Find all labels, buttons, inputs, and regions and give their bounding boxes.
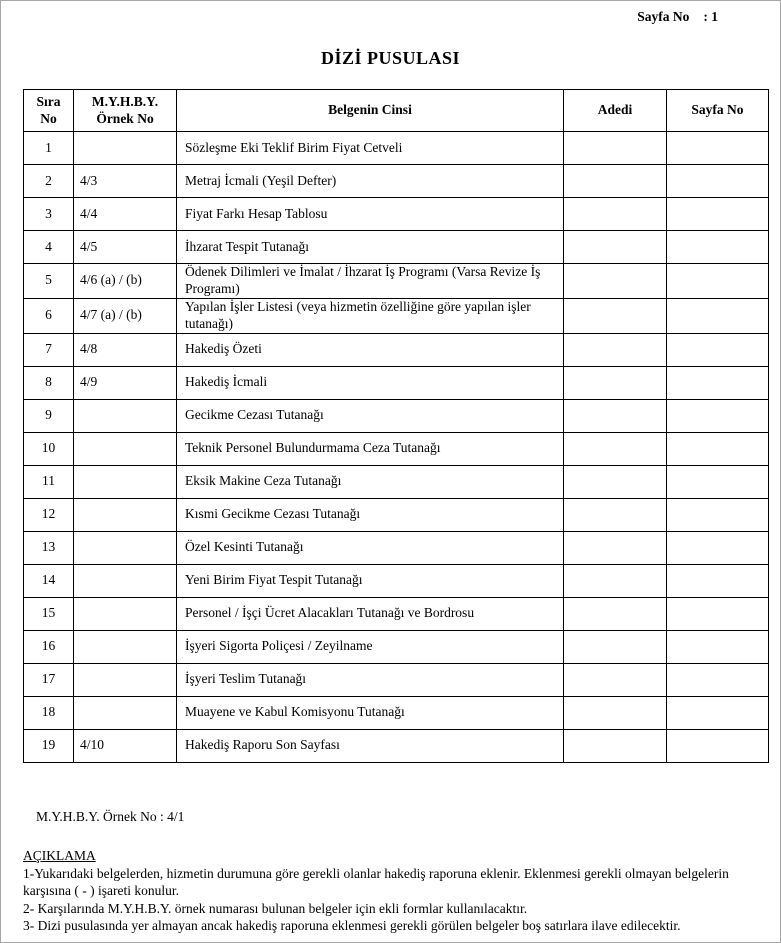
cell-ornek-no — [74, 399, 177, 432]
table-header-row — [24, 90, 769, 132]
cell-sira-no: 5 — [24, 264, 74, 299]
cell-sira-no: 8 — [24, 366, 74, 399]
header-belgenin-cinsi: Belgenin Cinsi — [177, 90, 564, 132]
cell-sira-no: 12 — [24, 498, 74, 531]
cell-belgenin-cinsi: İşyeri Teslim Tutanağı — [177, 663, 564, 696]
cell-ornek-no: 4/6 (a) / (b) — [74, 264, 177, 299]
cell-belgenin-cinsi: Özel Kesinti Tutanağı — [177, 531, 564, 564]
cell-sayfa-no — [667, 564, 769, 597]
cell-adedi — [564, 564, 667, 597]
cell-ornek-no: 4/7 (a) / (b) — [74, 298, 177, 333]
cell-ornek-no — [74, 531, 177, 564]
cell-sira-no: 4 — [24, 231, 74, 264]
header-sayfa-no: Sayfa No — [667, 90, 769, 132]
cell-sira-no: 18 — [24, 696, 74, 729]
cell-adedi — [564, 465, 667, 498]
cell-belgenin-cinsi: Yapılan İşler Listesi (veya hizmetin özelliğine göre yapılan işler tutanağı) — [177, 298, 564, 333]
table-row — [24, 432, 769, 465]
cell-ornek-no — [74, 630, 177, 663]
cell-ornek-no — [74, 597, 177, 630]
cell-adedi — [564, 132, 667, 165]
header-adedi: Adedi — [564, 90, 667, 132]
cell-belgenin-cinsi: Kısmi Gecikme Cezası Tutanağı — [177, 498, 564, 531]
cell-sira-no: 2 — [24, 165, 74, 198]
header-sira-no: Sıra No — [24, 90, 74, 132]
cell-sira-no: 14 — [24, 564, 74, 597]
cell-sira-no: 3 — [24, 198, 74, 231]
aciklama-title: AÇIKLAMA — [23, 848, 96, 863]
table-row — [24, 264, 769, 299]
cell-ornek-no: 4/3 — [74, 165, 177, 198]
table-row — [24, 465, 769, 498]
cell-ornek-no: 4/5 — [74, 231, 177, 264]
cell-ornek-no — [74, 498, 177, 531]
cell-sira-no: 6 — [24, 298, 74, 333]
cell-sira-no: 9 — [24, 399, 74, 432]
cell-sira-no: 16 — [24, 630, 74, 663]
table-row — [24, 531, 769, 564]
cell-ornek-no: 4/8 — [74, 333, 177, 366]
cell-sayfa-no — [667, 198, 769, 231]
table-row — [24, 399, 769, 432]
cell-belgenin-cinsi: Gecikme Cezası Tutanağı — [177, 399, 564, 432]
cell-ornek-no: 4/10 — [74, 729, 177, 762]
cell-belgenin-cinsi: Teknik Personel Bulundurmama Ceza Tutanağı — [177, 432, 564, 465]
cell-sayfa-no — [667, 597, 769, 630]
cell-sayfa-no — [667, 231, 769, 264]
cell-sayfa-no — [667, 498, 769, 531]
cell-belgenin-cinsi: Sözleşme Eki Teklif Birim Fiyat Cetveli — [177, 132, 564, 165]
table-row — [24, 298, 769, 333]
myhby-ornek-no-line: M.Y.H.B.Y. Örnek No : 4/1 — [36, 809, 185, 824]
header-ornek-no: M.Y.H.B.Y. Örnek No — [74, 90, 177, 132]
cell-belgenin-cinsi: Muayene ve Kabul Komisyonu Tutanağı — [177, 696, 564, 729]
table-row — [24, 630, 769, 663]
cell-adedi — [564, 231, 667, 264]
table-row — [24, 729, 769, 762]
cell-sayfa-no — [667, 333, 769, 366]
table-row — [24, 498, 769, 531]
cell-ornek-no: 4/4 — [74, 198, 177, 231]
table-row — [24, 198, 769, 231]
table-row — [24, 366, 769, 399]
cell-ornek-no — [74, 663, 177, 696]
cell-ornek-no — [74, 465, 177, 498]
cell-sayfa-no — [667, 366, 769, 399]
table-row — [24, 597, 769, 630]
cell-adedi — [564, 198, 667, 231]
cell-ornek-no — [74, 132, 177, 165]
aciklama-note: 3- Dizi pusulasında yer almayan ancak hakediş raporuna eklenmesi gerekli görülen belgeler boş satırlara ilave edilecektir. — [23, 918, 681, 933]
cell-sira-no: 11 — [24, 465, 74, 498]
cell-ornek-no — [74, 564, 177, 597]
cell-sira-no: 1 — [24, 132, 74, 165]
cell-adedi — [564, 298, 667, 333]
cell-belgenin-cinsi: Yeni Birim Fiyat Tespit Tutanağı — [177, 564, 564, 597]
table-row — [24, 564, 769, 597]
document-title: DİZİ PUSULASI — [320, 48, 461, 68]
cell-ornek-no — [74, 696, 177, 729]
cell-sayfa-no — [667, 729, 769, 762]
cell-sayfa-no — [667, 264, 769, 299]
table-row — [24, 333, 769, 366]
cell-adedi — [564, 597, 667, 630]
aciklama-section — [23, 847, 765, 935]
cell-adedi — [564, 729, 667, 762]
cell-belgenin-cinsi: İşyeri Sigorta Poliçesi / Zeyilname — [177, 630, 564, 663]
cell-sayfa-no — [667, 531, 769, 564]
table-row — [24, 663, 769, 696]
cell-belgenin-cinsi: Hakediş Raporu Son Sayfası — [177, 729, 564, 762]
cell-sayfa-no — [667, 165, 769, 198]
cell-sayfa-no — [667, 132, 769, 165]
table-row — [24, 231, 769, 264]
aciklama-note: 2- Karşılarında M.Y.H.B.Y. örnek numarası bulunan belgeler için ekli formlar kullanılacaktır. — [23, 900, 528, 916]
page-number-value: : 1 — [703, 9, 718, 24]
cell-adedi — [564, 432, 667, 465]
cell-belgenin-cinsi: Personel / İşçi Ücret Alacakları Tutanağı ve Bordrosu — [177, 597, 564, 630]
page-number-line — [637, 9, 718, 25]
cell-sira-no: 13 — [24, 531, 74, 564]
cell-adedi — [564, 333, 667, 366]
cell-adedi — [564, 696, 667, 729]
table-row — [24, 696, 769, 729]
cell-sira-no: 7 — [24, 333, 74, 366]
cell-adedi — [564, 264, 667, 299]
cell-sira-no: 19 — [24, 729, 74, 762]
cell-sayfa-no — [667, 399, 769, 432]
cell-belgenin-cinsi: Hakediş İcmali — [177, 366, 564, 399]
cell-sayfa-no — [667, 465, 769, 498]
cell-adedi — [564, 531, 667, 564]
cell-ornek-no — [74, 432, 177, 465]
cell-belgenin-cinsi: Metraj İcmali (Yeşil Defter) — [177, 165, 564, 198]
cell-sira-no: 17 — [24, 663, 74, 696]
cell-adedi — [564, 366, 667, 399]
cell-sayfa-no — [667, 298, 769, 333]
table-header — [24, 90, 769, 132]
document-index-table — [23, 89, 769, 763]
cell-ornek-no: 4/9 — [74, 366, 177, 399]
cell-belgenin-cinsi: Hakediş Özeti — [177, 333, 564, 366]
table-body — [24, 132, 769, 763]
cell-sayfa-no — [667, 432, 769, 465]
cell-adedi — [564, 663, 667, 696]
cell-sayfa-no — [667, 630, 769, 663]
table-row — [24, 132, 769, 165]
cell-sayfa-no — [667, 663, 769, 696]
cell-adedi — [564, 630, 667, 663]
page-number-label: Sayfa No — [637, 9, 690, 24]
table-row — [24, 165, 769, 198]
cell-adedi — [564, 165, 667, 198]
cell-sira-no: 15 — [24, 597, 74, 630]
cell-belgenin-cinsi: İhzarat Tespit Tutanağı — [177, 231, 564, 264]
cell-sira-no: 10 — [24, 432, 74, 465]
cell-belgenin-cinsi: Eksik Makine Ceza Tutanağı — [177, 465, 564, 498]
cell-adedi — [564, 498, 667, 531]
cell-belgenin-cinsi: Fiyat Farkı Hesap Tablosu — [177, 198, 564, 231]
cell-adedi — [564, 399, 667, 432]
cell-belgenin-cinsi: Ödenek Dilimleri ve İmalat / İhzarat İş Programı (Varsa Revize İş Programı) — [177, 264, 564, 299]
cell-sayfa-no — [667, 696, 769, 729]
aciklama-note: 1-Yukarıdaki belgelerden, hizmetin durumuna göre gerekli olanlar hakediş raporuna eklenir. Eklenmesi gerekli olmayan belgelerin karşısına ( - ) işareti konulur. — [23, 865, 729, 898]
